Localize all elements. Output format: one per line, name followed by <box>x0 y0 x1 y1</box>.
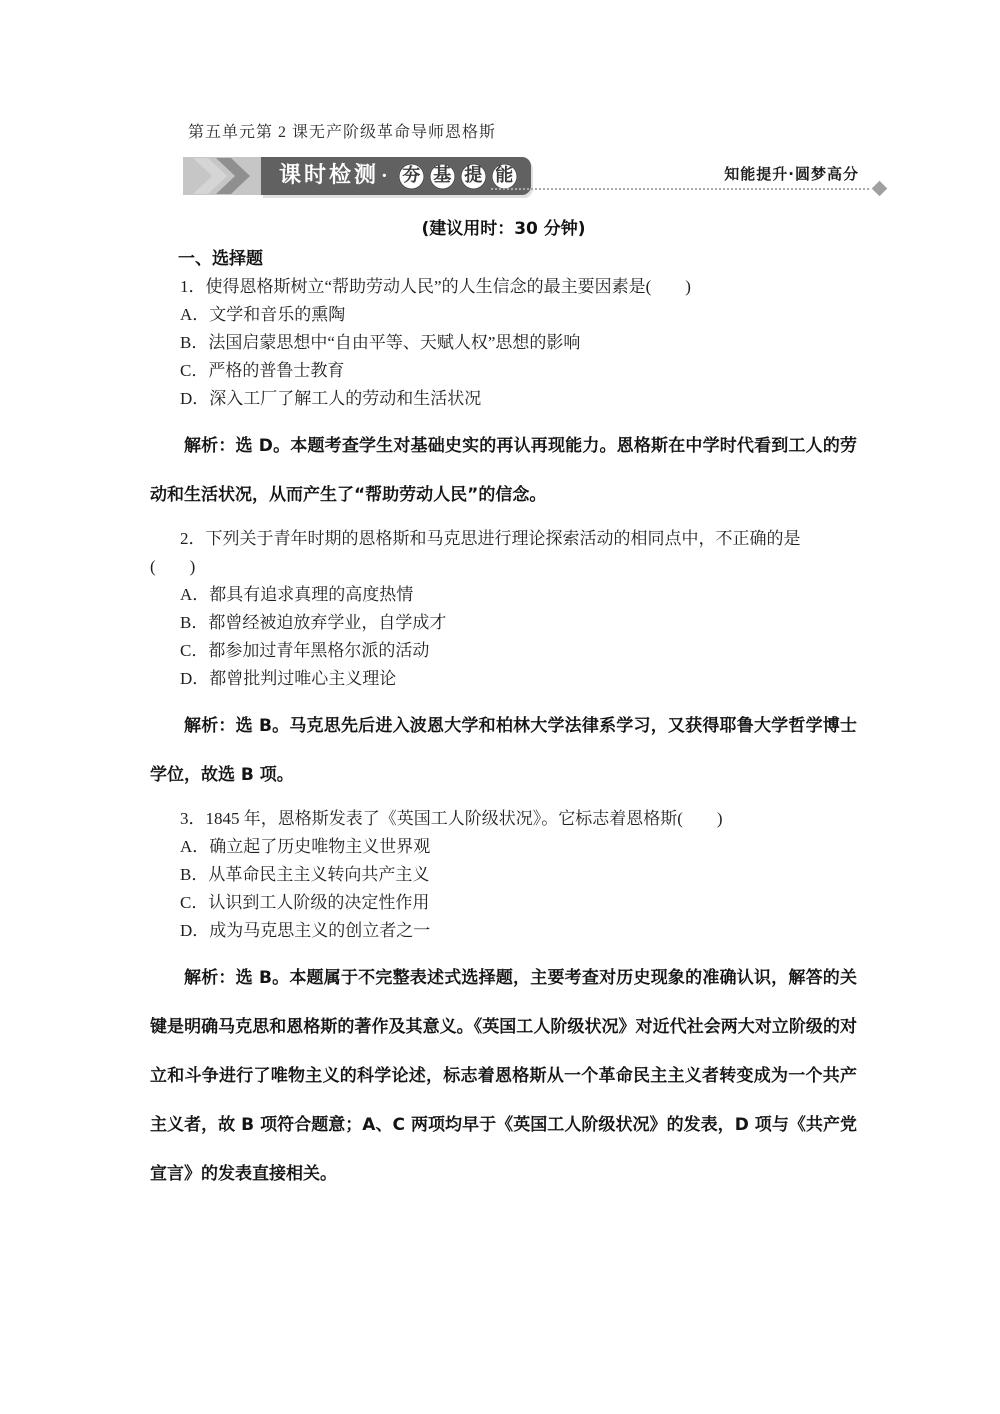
banner-title: 课时检测 <box>279 163 380 188</box>
question-2-option-b: B．都曾经被迫放弃学业，自学成才 <box>180 613 447 632</box>
question-2-stem: 2．下列关于青年时期的恩格斯和马克思进行理论探索活动的相同点中，不正确的是 <box>180 529 801 548</box>
exam-body <box>150 214 857 1204</box>
question-1-option-d: D．深入工厂了解工人的劳动和生活状况 <box>180 389 482 408</box>
question-1-analysis: 解析：选 D。本题考查学生对基础史实的再认再现能力。恩格斯在中学时代看到工人的劳动和生活状况，从而产生了“帮助劳动人民”的信念。 <box>150 436 857 505</box>
question-3-option-a: A．确立起了历史唯物主义世界观 <box>180 837 431 856</box>
question-3-option-d: D．成为马克思主义的创立者之一 <box>180 921 431 940</box>
question-3-stem: 3．1845 年，恩格斯发表了《英国工人阶级状况》。它标志着恩格斯( ) <box>180 809 723 828</box>
question-1-option-a: A．文学和音乐的熏陶 <box>180 305 346 324</box>
question-2-stem-parens: ( ) <box>150 557 196 576</box>
badge-char: 夯 <box>398 163 425 190</box>
question-2-option-a: A．都具有追求真理的高度热情 <box>180 585 414 604</box>
suggested-time: (建议用时：30 分钟) <box>421 219 586 239</box>
question-1-option-b: B．法国启蒙思想中“自由平等、天赋人权”思想的影响 <box>180 333 581 352</box>
question-2-option-d: D．都曾批判过唯心主义理论 <box>180 669 397 688</box>
badge-char: 基 <box>429 163 456 190</box>
question-3-option-b: B．从革命民主主义转向共产主义 <box>180 865 430 884</box>
section-heading: 一、选择题 <box>178 249 263 269</box>
slogan-text: 知能提升·圆梦高分 <box>724 165 859 183</box>
question-1-stem: 1．使得恩格斯树立“帮助劳动人民”的人生信念的最主要因素是( ) <box>180 277 691 296</box>
question-3-analysis: 解析：选 B。本题属于不完整表述式选择题，主要考查对历史现象的准确认识，解答的关键是明确马克思和恩格斯的著作及其意义。《英国工人阶级状况》对近代社会两大对立阶级的对立和斗争进行了唯物主义的科学论述，标志着恩格斯从一个革命民主主义者转变成为一个共产主义者，故 B 项符合题意；A、C 两项均早于《英国工人阶级状况》的发表，D 项与《共产党宣言》的发表直接相关。 <box>150 968 857 1184</box>
question-2-analysis: 解析：选 B。马克思先后进入波恩大学和柏林大学法律系学习，又获得耶鲁大学哲学博士学位，故选 B 项。 <box>150 716 857 785</box>
double-chevron-icon <box>183 157 261 195</box>
dotted-rule <box>491 188 869 190</box>
banner-separator-dot: · <box>381 165 388 187</box>
question-1-option-c: C．严格的普鲁士教育 <box>180 361 345 380</box>
question-3-option-c: C．认识到工人阶级的决定性作用 <box>180 893 430 912</box>
section-banner <box>183 157 883 199</box>
badge-char: 能 <box>491 163 518 190</box>
lesson-title: 第五单元第 2 课无产阶级革命导师恩格斯 <box>188 124 497 141</box>
badge-char: 提 <box>460 163 487 190</box>
banner-bar-group <box>183 157 531 195</box>
question-2-option-c: C．都参加过青年黑格尔派的活动 <box>180 641 430 660</box>
diamond-icon <box>872 181 888 197</box>
